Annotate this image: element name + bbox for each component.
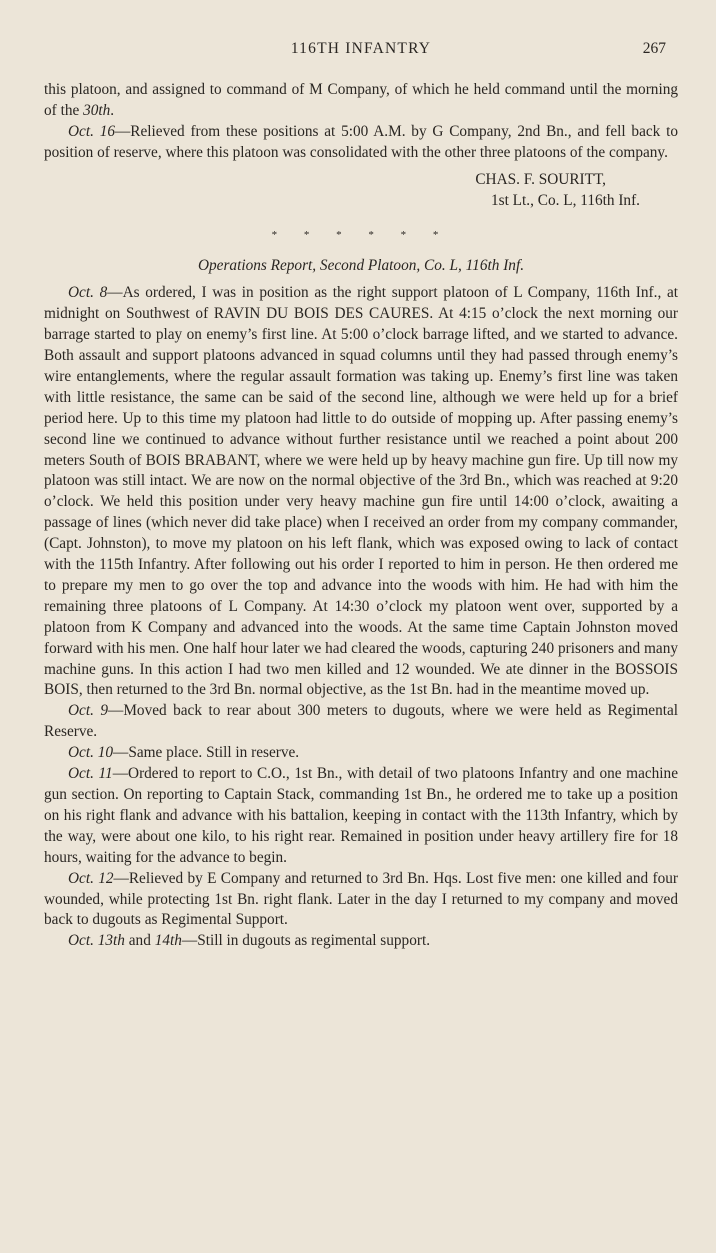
entry-date: Oct. 8: [68, 284, 108, 302]
entry: Oct. 11—Ordered to report to C.O., 1st Bn., with detail of two platoons Infantry and one machine gun section. On reporting to Captain Stack, commanding 1st Bn., he ordered me to take up a position on his right flank and advance with his battalion, keeping in contact with the 113th Infantry, which by the way, were about one kilo, to his right rear. Remained in position under heavy artillery fire for 18 hours, waiting for the advance to begin.: [44, 765, 678, 866]
entry-date: Oct. 11: [68, 765, 113, 783]
entry: Oct. 9—Moved back to rear about 300 meters to dugouts, where we were held as Regimental Reserve.: [44, 702, 679, 741]
section-separator: * * * * * *: [271, 229, 451, 242]
entry: Oct. 13th and 14th—Still in dugouts as regimental support.: [68, 932, 431, 950]
entry-date: Oct. 16: [68, 122, 115, 140]
entry-date: Oct. 13th: [68, 932, 125, 950]
entry-date: Oct. 12: [68, 869, 114, 887]
entry: Oct. 8—As ordered, I was in position as the right support platoon of L Company, 116th Inf., at midnight on Southwest of RAVIN DU BOIS DES CAURES. At 4:15 o’clock the next morning our barrage started to play on enemy’s first line. At 5:00 o’clock barrage lifted, and we started to advance. Both assault and support platoons advanced in squad columns until they had passed through enemy’s wire entanglements, where the regular assault formation was taking up. Enemy’s first line was taken with little resistance, the same can be said of the second line, although we were held up for a brief period here. Up to this time my platoon had little to do outside of mopping up. After passing enemy’s second line we continued to advance without further resistance until we reached a point about 200 meters South of BOIS BRABANT, where we were held up by heavy machine gun fire. Up till now my platoon was still intact. We are now on the normal objective of the 3rd Bn., which was reached at 9:20 o’clock. We held this position under very heavy machine gun fire until 14:00 o’clock, awaiting a passage of lines (which never did take place) when I received an order from my company commander, (Capt. Johnston), to move my platoon on his left flank, which was exposed owing to lack of contact with the 115th Infantry. After following out his order I reported to him in person. He then ordered me to prepare my men to go over the top and advance into the woods with him. He had with him the remaining three platoons of L Company. At 14:30 o’clock my platoon went over, supported by a platoon from K Company and advanced into the woods. At the same time Captain Johnston moved forward with his men. One half hour later we had cleared the woods, capturing 240 prisoners and many machine guns. In this action I had two men killed and 12 wounded. We ate dinner in the BOSSOIS BOIS, then returned to the 3rd Bn. normal objective, as the 1st Bn. had in the meantime moved up.: [44, 284, 679, 699]
entry: Oct. 12—Relieved by E Company and returned to 3rd Bn. Hqs. Lost five men: one killed and four wounded, while protecting 1st Bn. right flank. Later in the day I returned to my company and moved back to dugouts as Regimental Support.: [44, 869, 678, 929]
paragraph: this platoon, and assigned to command of M Company, of which he held command until the morning of the 30th.: [44, 81, 678, 119]
signature-rank: 1st Lt., Co. L, 116th Inf.: [491, 191, 640, 209]
running-title: 116TH INFANTRY: [290, 40, 432, 57]
page-header: [44, 40, 678, 64]
report-title: Operations Report, Second Platoon, Co. L, 116th Inf.: [197, 257, 525, 275]
entry-date: 14th: [154, 932, 182, 950]
paragraph: Oct. 16—Relieved from these positions at 5:00 A.M. by G Company, 2nd Bn., and fell back to position of reserve, where this platoon was consolidated with the other three platoons of the company.: [44, 122, 678, 161]
signature-block: [44, 170, 678, 212]
entry: Oct. 10—Same place. Still in reserve.: [68, 744, 300, 762]
page-number: 267: [642, 40, 666, 57]
entry-date: Oct. 9: [68, 702, 109, 720]
entry-date: Oct. 10: [68, 744, 114, 762]
page-body: [44, 80, 678, 952]
signature-name: CHAS. F. SOURITT,: [475, 170, 606, 188]
